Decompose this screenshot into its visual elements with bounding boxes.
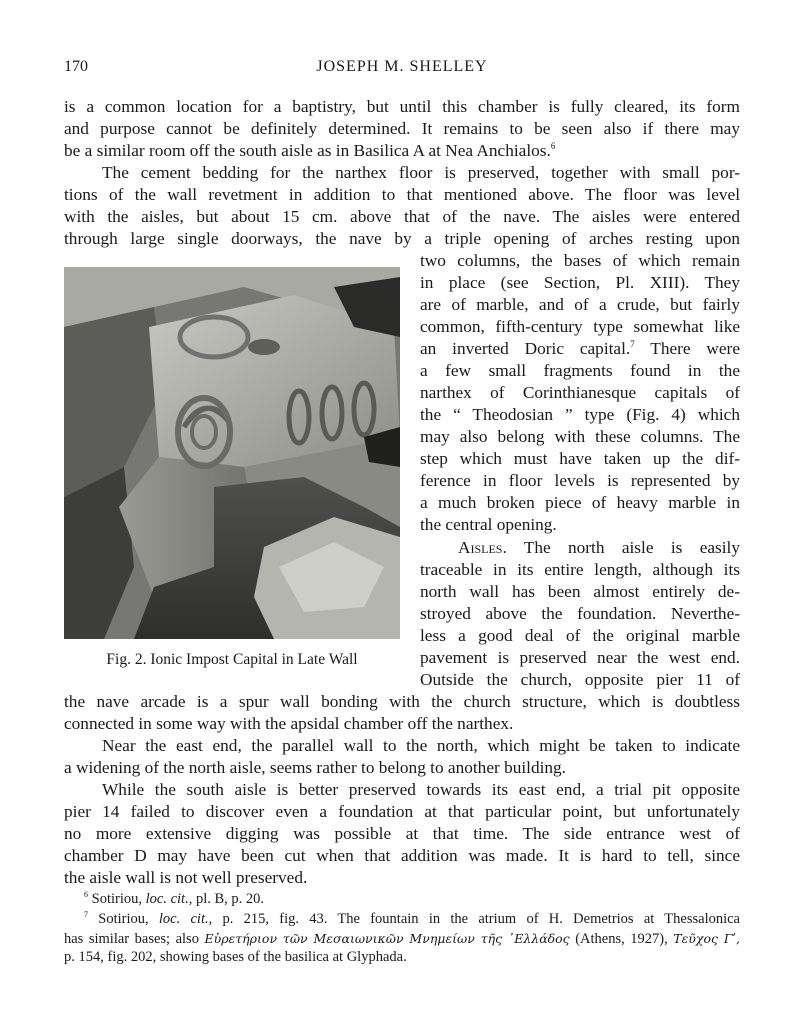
- column-line: two columns, the bases of which remain: [420, 251, 740, 270]
- body-line: pier 14 failed to discover even a foundation at that particular point, but unfortunately: [64, 802, 740, 821]
- column-line: north wall has been almost entirely de-: [420, 582, 740, 601]
- footnote-7-line-1: [84, 910, 740, 929]
- body-line: with the aisles, but about 15 cm. above that of the nave. The aisles were entered: [64, 207, 740, 226]
- column-line: less a good deal of the original marble: [420, 626, 740, 645]
- column-line: are of marble, and of a crude, but fairly: [420, 295, 740, 314]
- body-line: is a common location for a baptistry, but until this chamber is fully cleared, its form: [64, 97, 740, 116]
- body-text: The north aisle is easily: [506, 538, 740, 557]
- column-line: Outside the church, opposite pier 11 of: [420, 670, 740, 689]
- figure-photo: [64, 267, 400, 639]
- column-line: stroyed above the foundation. Neverthe-: [420, 604, 740, 623]
- footnote-text: has similar bases; also: [64, 931, 205, 947]
- body-line: through large single doorways, the nave by a triple opening of arches resting upon: [64, 229, 740, 248]
- column-line: pavement is preserved near the west end.: [420, 648, 740, 667]
- page-number: 170: [64, 58, 88, 75]
- body-line: tions of the wall revetment in addition to that mentioned above. The floor was level: [64, 185, 740, 204]
- footnote-ref: 7: [630, 339, 635, 350]
- footnote-7-line-3: p. 154, fig. 202, showing bases of the basilica at Glyphada.: [64, 949, 407, 965]
- figure-caption: Fig. 2. Ionic Impost Capital in Late Wall: [106, 651, 358, 668]
- footnote-text: , p. 215, fig. 43. The fountain in the atrium of H. Demetrios at Thessalonica: [208, 911, 740, 927]
- column-line: in place (see Section, Pl. XIII). They: [420, 273, 740, 292]
- column-line: [458, 537, 740, 559]
- column-line: a much broken piece of heavy marble in: [420, 493, 740, 512]
- running-head: JOSEPH M. SHELLEY: [316, 58, 488, 75]
- footnote-text: Sotiriou,: [98, 911, 159, 927]
- column-line: the central opening.: [420, 515, 557, 534]
- footnote-loc: loc. cit.: [145, 891, 189, 907]
- body-line: While the south aisle is better preserved towards its east end, a trial pit opposite: [102, 780, 740, 799]
- footnote-7-line-2: [64, 929, 740, 949]
- dowel-hole: [248, 339, 280, 355]
- greek-title: Εὑρετήριον τῶν Μεσαιωνικῶν Μνημείων τῆς ᾿Ελλάδος: [204, 931, 570, 946]
- body-line: and purpose cannot be definitely determined. It remains to be seen also if there may: [64, 119, 740, 138]
- body-text: an inverted Doric capital.: [420, 339, 631, 358]
- column-line: a few small fragments found in the: [420, 361, 740, 380]
- body-line: The cement bedding for the narthex floor is preserved, together with small por-: [102, 163, 740, 182]
- body-text: be a similar room off the south aisle as in Basilica A at Nea Anchialos.: [64, 141, 551, 160]
- footnote-mark: 7: [84, 910, 88, 920]
- footnote-loc: loc. cit.: [158, 911, 209, 927]
- footnote-mark: 6: [84, 890, 88, 900]
- body-line: the nave arcade is a spur wall bonding with the church structure, which is doubtless: [64, 692, 740, 711]
- column-line: the “ Theodosian ” type (Fig. 4) which: [420, 405, 740, 424]
- footnote-6: [84, 890, 740, 909]
- column-line: narthex of Corinthianesque capitals of: [420, 383, 740, 402]
- footnote-ref: 6: [550, 141, 556, 152]
- ionic-capital-photo: [64, 267, 400, 639]
- footnote-text: Sotiriou,: [91, 891, 146, 907]
- body-line: no more extensive digging was possible at that time. The side entrance west of: [64, 824, 740, 843]
- section-heading: Aisles.: [458, 538, 507, 557]
- body-text: There were: [634, 339, 740, 358]
- column-line: common, fifth-century type somewhat like: [420, 317, 740, 336]
- body-line: a widening of the north aisle, seems rather to belong to another building.: [64, 758, 566, 777]
- greek-volume: Τεῦχος Γʹ,: [673, 931, 740, 946]
- body-line: connected in some way with the apsidal chamber off the narthex.: [64, 714, 514, 733]
- body-line: the aisle wall is not well preserved.: [64, 868, 308, 887]
- column-line: step which must have taken up the dif-: [420, 449, 740, 468]
- body-line: [64, 140, 740, 162]
- column-line: [420, 338, 740, 360]
- footnote-text: (Athens, 1927),: [569, 931, 674, 947]
- column-line: may also belong with these columns. The: [420, 427, 740, 446]
- body-line: Near the east end, the parallel wall to the north, which might be taken to indicate: [102, 736, 740, 755]
- page-header: [64, 58, 740, 80]
- body-line: chamber D may have been cut when that addition was made. It is hard to tell, since: [64, 846, 740, 865]
- column-line: ference in floor levels is represented by: [420, 471, 740, 490]
- footnote-text: , pl. B, p. 20.: [188, 891, 265, 907]
- column-line: traceable in its entire length, although its: [420, 560, 740, 579]
